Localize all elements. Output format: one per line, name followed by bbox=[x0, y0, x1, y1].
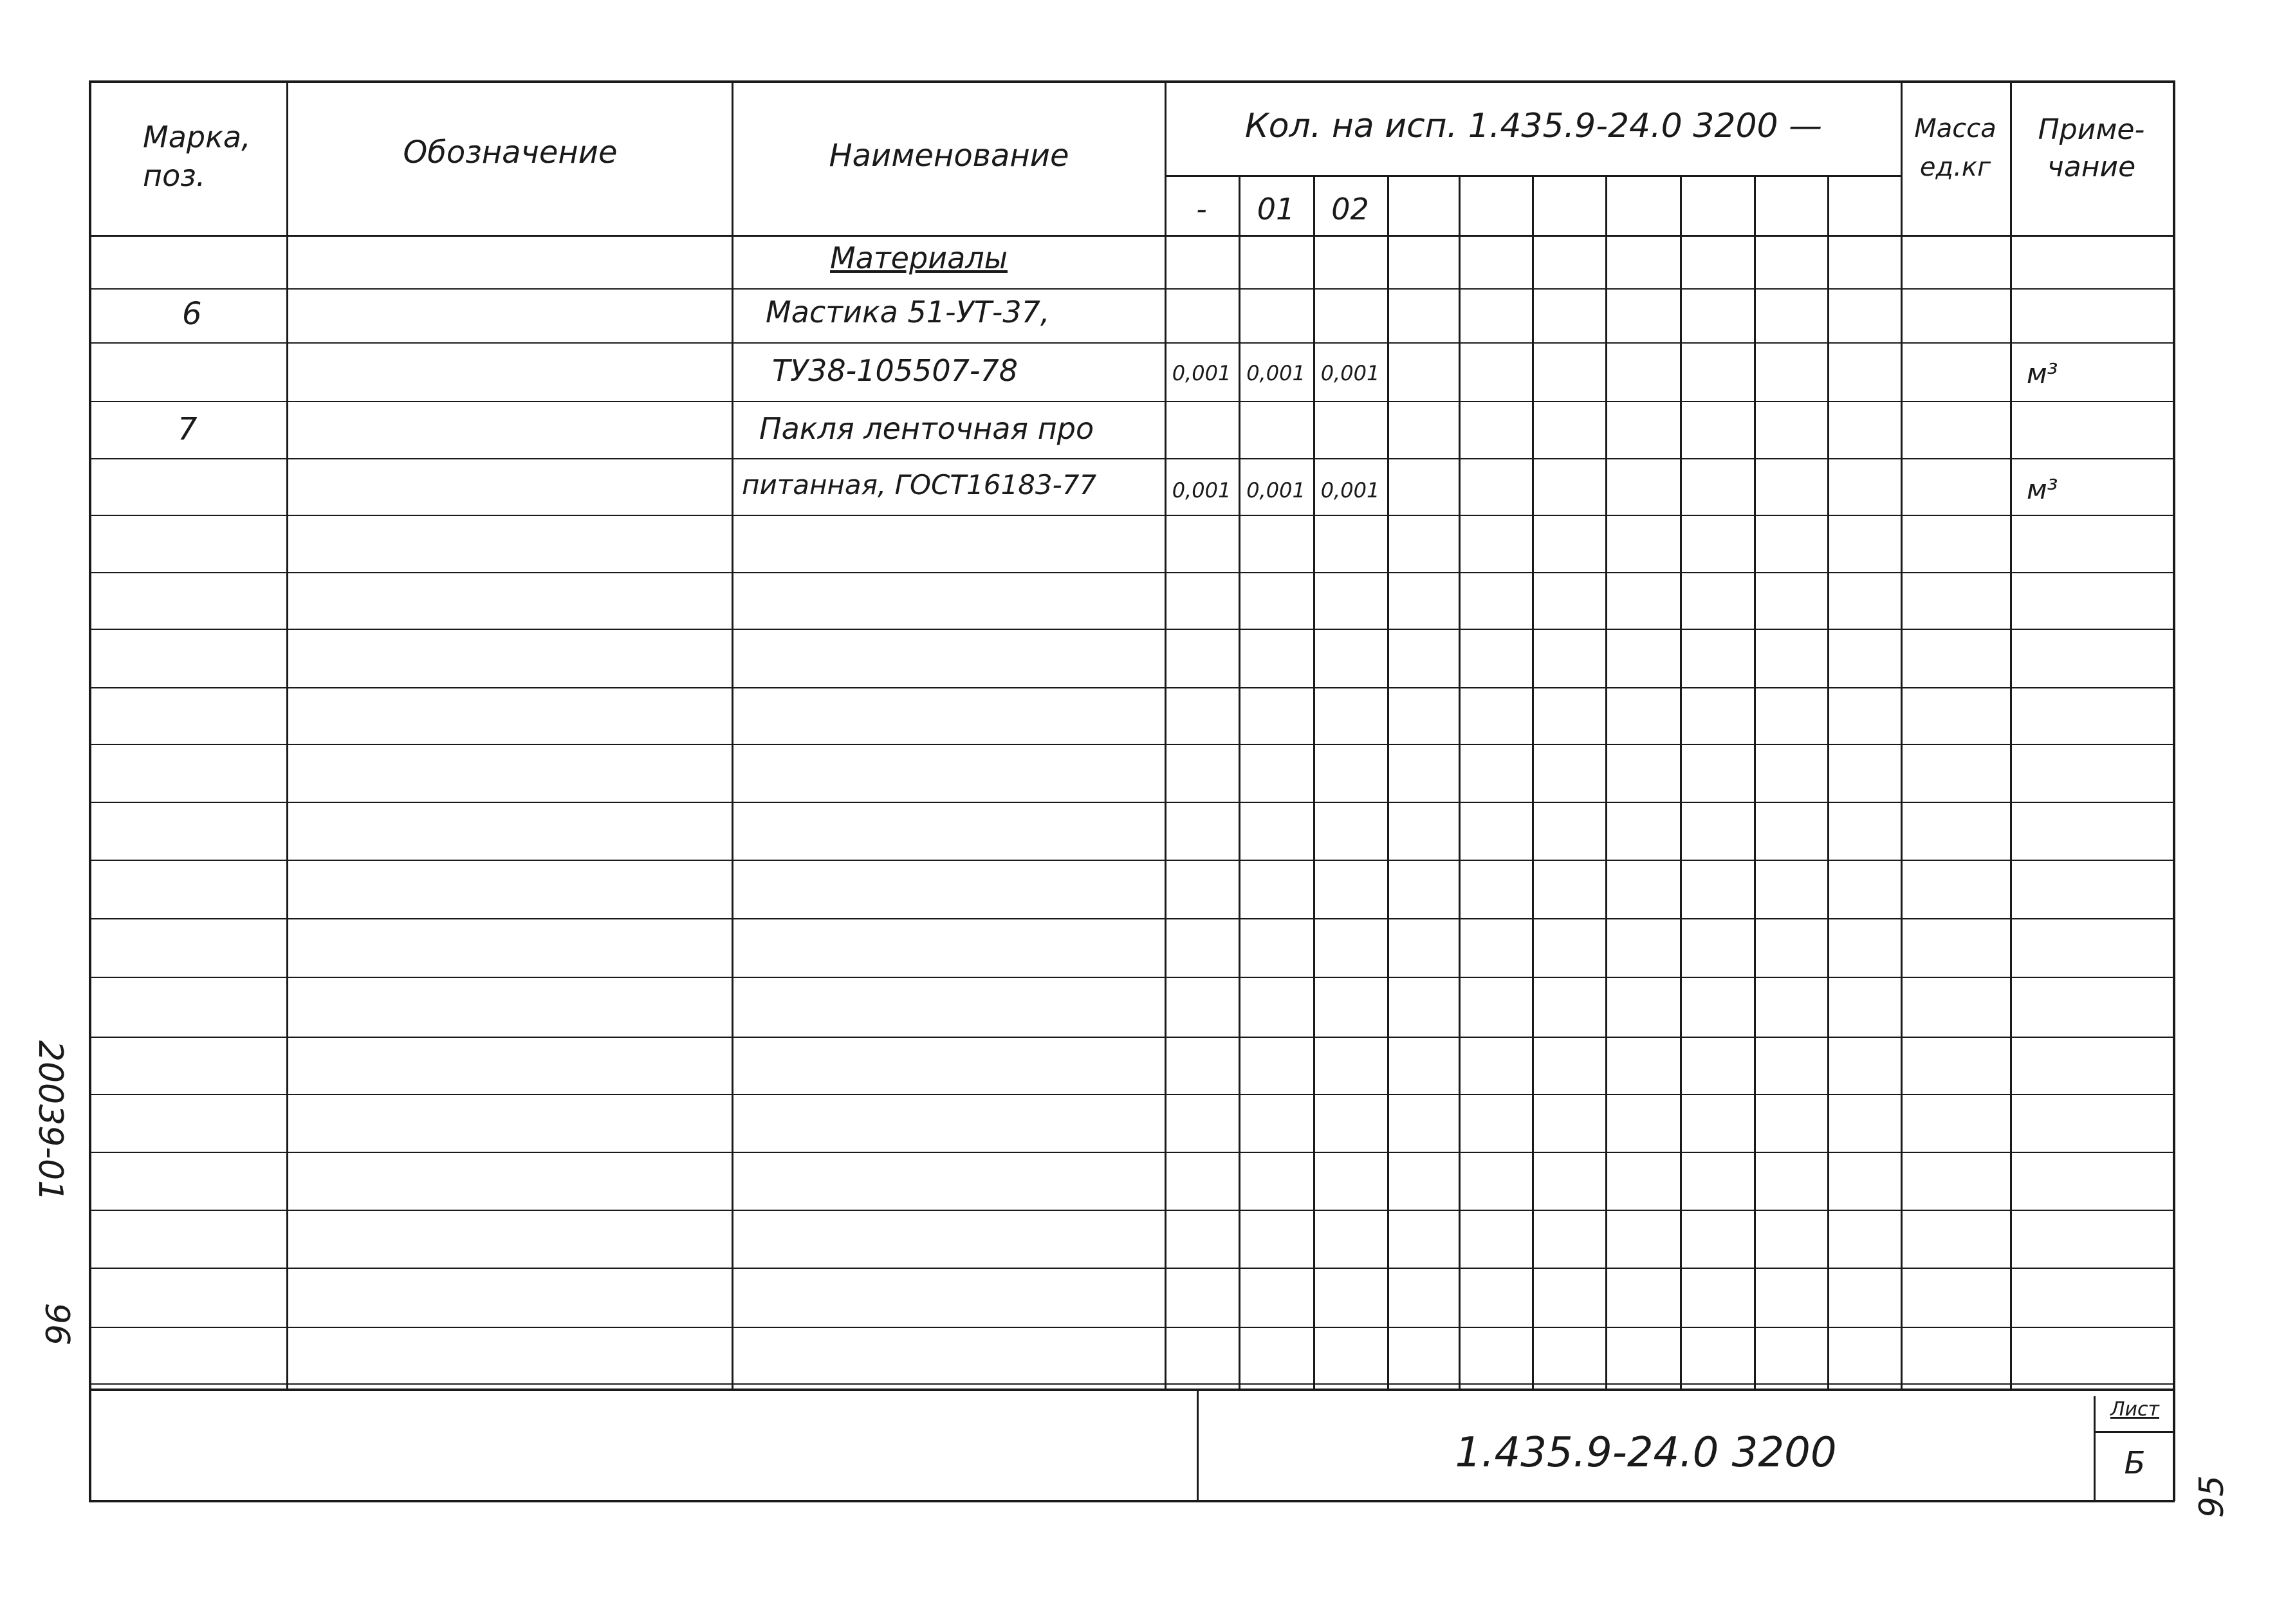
col-mass-title-line1: Масса bbox=[1914, 114, 1996, 143]
col-qty-title: Кол. на исп. 1.435.9-24.0 3200 — bbox=[1244, 107, 1823, 145]
subcol-divider bbox=[1313, 175, 1315, 1390]
row-line bbox=[89, 572, 2175, 573]
section-title: Материалы bbox=[830, 241, 1008, 275]
doc-code: 1.435.9-24.0 3200 bbox=[1455, 1429, 1837, 1477]
subcol-divider bbox=[1754, 175, 1756, 1390]
sheet-number: Б bbox=[2124, 1445, 2146, 1481]
row-line bbox=[89, 401, 2175, 402]
col-divider bbox=[1901, 80, 1903, 1390]
col-divider bbox=[1165, 80, 1166, 1390]
row-line bbox=[89, 288, 2175, 290]
row-mark: 6 bbox=[182, 296, 202, 332]
frame-top bbox=[89, 80, 2175, 83]
subcol-divider bbox=[1387, 175, 1389, 1390]
variant-label: - bbox=[1196, 192, 1207, 226]
col-note-title-line1: Приме- bbox=[2038, 113, 2145, 146]
col-divider bbox=[732, 80, 733, 1390]
row-line bbox=[89, 458, 2175, 459]
row-name: ТУ38-105507-78 bbox=[772, 353, 1018, 388]
frame-bottom bbox=[89, 1500, 2175, 1502]
row-line bbox=[89, 1037, 2175, 1038]
variant-label: 02 bbox=[1331, 192, 1369, 226]
row-qty: 0,001 bbox=[1172, 478, 1231, 503]
table-bottom-line bbox=[89, 1389, 2175, 1391]
row-line bbox=[89, 1268, 2175, 1269]
col-designation-title: Обозначение bbox=[403, 134, 618, 171]
row-line bbox=[89, 860, 2175, 861]
row-note: м³ bbox=[2027, 358, 2058, 389]
frame-right bbox=[2173, 80, 2175, 1501]
col-note-title-line2: чание bbox=[2047, 151, 2136, 183]
row-line bbox=[89, 1383, 2175, 1385]
stamp-sheet-line bbox=[2094, 1431, 2175, 1433]
row-line bbox=[89, 1210, 2175, 1211]
row-line bbox=[89, 1094, 2175, 1095]
row-line bbox=[89, 1152, 2175, 1153]
frame-left bbox=[89, 80, 91, 1501]
row-note: м³ bbox=[2027, 474, 2058, 505]
inventory-number: 20039-01 bbox=[31, 1040, 69, 1202]
row-line bbox=[89, 918, 2175, 919]
sheet-label: Лист bbox=[2110, 1398, 2160, 1421]
row-line bbox=[89, 687, 2175, 688]
page-number-left: 96 bbox=[37, 1302, 76, 1346]
subcol-divider bbox=[1459, 175, 1461, 1390]
row-qty: 0,001 bbox=[1320, 361, 1380, 385]
col-divider bbox=[2010, 80, 2012, 1390]
subcol-divider bbox=[1827, 175, 1829, 1390]
row-line bbox=[89, 977, 2175, 978]
header-bottom-line bbox=[89, 235, 2175, 237]
header-subline bbox=[1165, 175, 1902, 177]
row-name: Мастика 51-УТ-37, bbox=[766, 295, 1050, 329]
col-mark-title-line2: поз. bbox=[143, 158, 206, 193]
row-name: питанная, ГОСТ16183-77 bbox=[742, 469, 1097, 501]
row-line bbox=[89, 342, 2175, 344]
row-line bbox=[89, 1327, 2175, 1328]
row-qty: 0,001 bbox=[1246, 361, 1305, 385]
col-mass-title-line2: ед.кг bbox=[1919, 152, 1991, 182]
page-number-right: 95 bbox=[2193, 1475, 2231, 1518]
col-divider bbox=[286, 80, 288, 1390]
subcol-divider bbox=[1605, 175, 1607, 1390]
row-qty: 0,001 bbox=[1246, 478, 1305, 503]
row-line bbox=[89, 802, 2175, 803]
subcol-divider bbox=[1532, 175, 1534, 1390]
col-mark-title-line1: Марка, bbox=[143, 120, 251, 154]
row-line bbox=[89, 744, 2175, 745]
row-qty: 0,001 bbox=[1172, 361, 1231, 385]
row-mark: 7 bbox=[178, 411, 198, 447]
variant-label: 01 bbox=[1257, 192, 1295, 226]
row-qty: 0,001 bbox=[1320, 478, 1380, 503]
row-name: Пакля ленточная про bbox=[759, 411, 1094, 446]
col-name-title: Наименование bbox=[829, 138, 1069, 174]
subcol-divider bbox=[1239, 175, 1240, 1390]
row-line bbox=[89, 629, 2175, 630]
subcol-divider bbox=[1680, 175, 1682, 1390]
row-line bbox=[89, 515, 2175, 516]
